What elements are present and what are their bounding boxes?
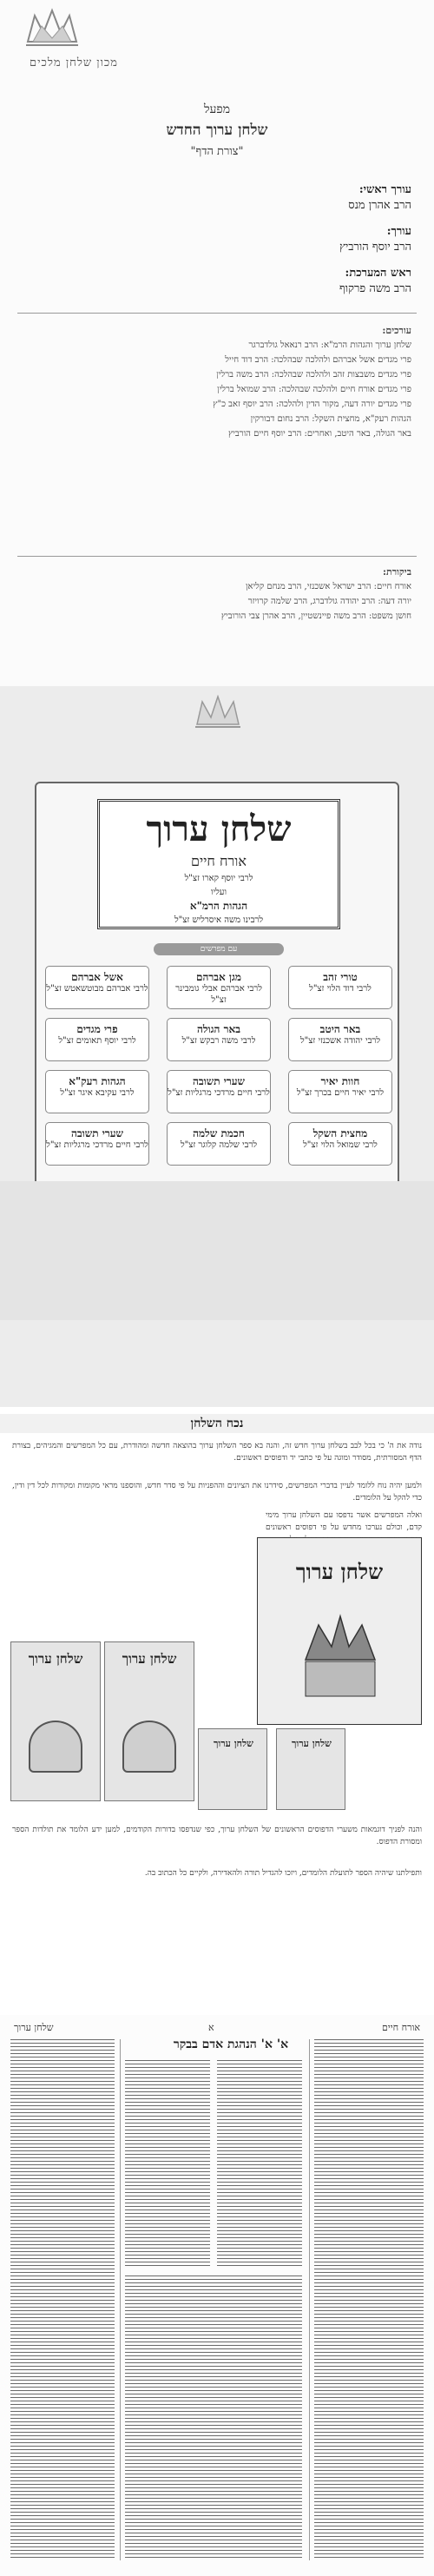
commentary-desc: לרבי שלמה קלוגר זצ"ל — [180, 1140, 258, 1150]
title-frame — [35, 782, 399, 1233]
reviewer-line: יורה דעה: הרב יהודה גולדברג, הרב שלמה קרויזר — [247, 597, 411, 606]
commentary-name: חכמת שלמה — [193, 1127, 245, 1139]
contributors-heading: עורכים: — [382, 325, 411, 336]
column-rule — [309, 2039, 310, 2560]
title-page-scan — [276, 1728, 345, 1810]
title-page-bottom — [0, 1181, 434, 1320]
reviewers-heading: ביקורת: — [382, 566, 411, 578]
gloss-author: לרבינו משה איסרליש זצ"ל — [174, 915, 264, 925]
commentary-name: חוות יאיר — [320, 1075, 360, 1087]
contributor-line: פרי מגדים משבצות זהב ולהלכה שבהלכה: הרב משה ברלין — [216, 370, 411, 380]
commentary-cell — [288, 1018, 392, 1061]
title-page-scan — [198, 1728, 267, 1810]
credits-page — [0, 0, 434, 686]
text-column — [314, 2039, 424, 2560]
contributor-line: שלחן ערוך והגהות הרמ"א: הרב רנאאל גולדברגר — [248, 340, 411, 350]
reviewers-block — [21, 565, 411, 624]
commentary-desc: לרבי אברהם מבוטשאטש זצ"ל — [46, 984, 148, 994]
scan-title: שלחן ערוך — [122, 1651, 177, 1667]
commentary-cell — [167, 1122, 271, 1166]
with-label: ועליו — [210, 888, 227, 897]
crown-logo-icon — [24, 7, 80, 49]
large-title-page-scan — [257, 1537, 422, 1725]
commentary-name: מגן אברהם — [195, 971, 242, 983]
text-column — [217, 2060, 302, 2269]
commentary-desc: לרבי חיים מרדכי מרגליות זצ"ל — [46, 1140, 148, 1150]
reviewer-line: חושן משפט: הרב משה פיינשטיין, הרב אהרן צבי הורוביץ — [220, 611, 411, 621]
contributor-line: פרי מגדים אורח חיים ולהלכה שבהלכה: הרב שמואל ברלין — [217, 385, 411, 394]
from-label: מפעל — [203, 102, 231, 116]
commentary-cell — [45, 1122, 149, 1166]
crown-logo-icon — [194, 695, 242, 730]
history-heading: נכח השלחן — [0, 1414, 434, 1433]
running-header-right: אורח חיים — [382, 2022, 420, 2033]
commentary-name: באר הגולה — [196, 1023, 240, 1035]
history-paragraph: נודה את ה' כי בכל לבב בשלחן ערוך חדש זה, והנה בא ספר השלחן ערוך בהוצאה חדשה ומהודרת, עם כל המפרשים והמגיהים, בצורת הדף המסורתית, מסודר ומוגה על פי כתבי יד ודפוסים ראשונים. — [12, 1442, 422, 1463]
history-page — [0, 1407, 434, 2015]
author-line: לרבי יוסף קארו זצ"ל — [184, 874, 253, 883]
commentary-cell — [288, 1070, 392, 1113]
section-title: אורח חיים — [191, 853, 247, 869]
commentary-name: באר היטב — [319, 1023, 361, 1035]
reviewer-line: אורח חיים: הרב ישראל אשכנזי, הרב מנחם קליאן — [245, 582, 411, 591]
commentary-cell — [45, 1018, 149, 1061]
credit-editor — [30, 224, 411, 255]
history-paragraph: ואלה המפרשים אשר נדפסו עם השלחן ערוך מימי קדם, וכולם נערכו מחדש על פי דפוסים ראשונים — [266, 1511, 422, 1532]
commentary-name: שערי תשובה — [70, 1127, 124, 1139]
credit-name: הרב משה פרקוף — [339, 282, 411, 295]
contributor-line: פרי מגדים יורה דעה, מקור הדין ולהלכה: הרב יוסף זאב כ"ץ — [213, 400, 411, 409]
scan-ornament — [122, 1721, 176, 1773]
credit-editorial-head — [30, 266, 411, 297]
commentary-cell — [45, 1070, 149, 1113]
gloss-title: הגהות הרמ"א — [189, 900, 248, 912]
commentary-name: אשל אברהם — [71, 971, 123, 983]
commentary-desc: לרבי יאיר חיים בכרך זצ"ל — [296, 1088, 385, 1098]
commentary-name: פרי מגדים — [76, 1023, 118, 1035]
divider — [17, 556, 417, 557]
text-column — [125, 2060, 210, 2269]
title-page — [0, 686, 434, 1407]
commentary-desc: לרבי אברהם אבלי גומבינר זצ"ל — [175, 984, 262, 1005]
credit-name: הרב אהרן מנס — [348, 199, 411, 212]
commentary-cell — [288, 966, 392, 1009]
project-subtitle: "צורת הדף" — [190, 145, 244, 158]
scan-title: שלחן ערוך — [292, 1738, 332, 1749]
commentary-cell — [45, 966, 149, 1009]
commentary-desc: לרבי יהודה אשכנזי זצ"ל — [300, 1036, 380, 1046]
history-paragraph: והנה לפניך דוגמאות משערי הדפוסים הראשונים של השלחן ערוך, כפי שנדפסו בדורות הקודמים, למען ידע הלומד את תולדות הספר ומסורת הדפוס. — [12, 1826, 422, 1846]
commentary-cell — [167, 1070, 271, 1113]
title-box — [97, 799, 340, 929]
scan-title: שלחן ערוך — [28, 1651, 83, 1667]
title-page-scan — [10, 1641, 101, 1801]
credit-role: עורך: — [386, 225, 411, 238]
commentary-desc: לרבי שמואל הלוי זצ"ל — [303, 1140, 378, 1150]
credit-role: ראש המערכת: — [345, 267, 411, 280]
main-title: שלחן ערוך — [146, 809, 292, 849]
scan-title: שלחן ערוך — [295, 1559, 384, 1584]
commentary-name: טורי זהב — [323, 971, 358, 983]
column-rule — [120, 2039, 121, 2560]
history-paragraph: ותפילתנו שיהיה הספר לתועלת הלומדים, ויזכו להגדיל תורה ולהאדירה, ולקיים כל הכתוב בה. — [144, 1869, 422, 1878]
history-paragraph: ולמען יהיה נוח ללומד לעיין בדברי המפרשים, סידרנו את הציונים וההפניות על פי סדר חדש, והוספנו מראי מקומות ומקורות לכל דין ודין, כדי להקל על הלומדים. — [12, 1482, 422, 1503]
page-number: א — [208, 2022, 214, 2033]
text-column — [10, 2039, 115, 2560]
commentary-name: שערי תשובה — [192, 1075, 246, 1087]
commentary-cell — [167, 966, 271, 1009]
commentary-name: הגהות רעק"א — [69, 1075, 126, 1087]
commentary-desc: לרבי יוסף תאומים זצ"ל — [58, 1036, 136, 1046]
credit-name: הרב יוסף הורביץ — [339, 241, 411, 254]
text-page — [0, 2015, 434, 2576]
running-header-left: שלחן ערוך — [14, 2022, 54, 2033]
project-title: שלחן ערוך החדש — [166, 122, 268, 139]
commentary-desc: לרבי עקיבא איגר זצ"ל — [60, 1088, 135, 1098]
contributor-line: פרי מגדים אשל אברהם ולהלכה שבהלכה: הרב דוד חייל — [225, 355, 411, 365]
commentary-desc: לרבי משה רבקש זצ"ל — [181, 1036, 256, 1046]
institute-name: מכון שלחן מלכים — [30, 56, 118, 69]
commentary-desc: לרבי דוד הלוי זצ"ל — [309, 984, 372, 994]
credit-chief-editor — [30, 182, 411, 214]
commentary-cell — [288, 1122, 392, 1166]
text-column — [125, 2275, 302, 2560]
commentaries-banner — [154, 943, 284, 955]
commentary-name: מחצית השקל — [312, 1127, 368, 1139]
commentary-cell — [167, 1018, 271, 1061]
crown-ornament-icon — [297, 1608, 384, 1703]
scan-ornament — [29, 1721, 82, 1773]
contributor-line: הגהות רעק"א, מחצית השקל: הרב נחום דבורקין — [250, 414, 411, 424]
title-page-scan — [104, 1641, 194, 1801]
chapter-heading: א' א' הנהגת אדם בבקר — [173, 2038, 289, 2051]
commentary-desc: לרבי חיים מרדכי מרגליות זצ"ל — [168, 1088, 270, 1098]
contributor-line: באר הגולה, באר היטב, ואחרים: הרב יוסף חיים הורביץ — [228, 429, 411, 439]
credit-role: עורך ראשי: — [358, 183, 411, 196]
scan-title: שלחן ערוך — [214, 1738, 253, 1749]
banner-label: עם מפרשים — [200, 945, 238, 954]
divider — [17, 313, 417, 314]
contributors-block — [21, 323, 411, 441]
